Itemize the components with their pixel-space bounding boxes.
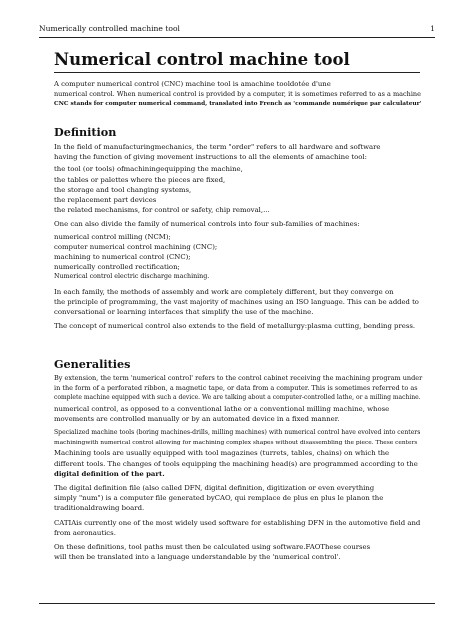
list-item: machining to numerical control (CNC); [54, 253, 191, 262]
families-intro: One can also divide the family of numerical controls into four sub-families of machines: [54, 220, 360, 229]
list-item: the related mechanisms, for control or safety, chip removal,... [54, 206, 270, 215]
generalities-section [54, 373, 422, 562]
definition-section [54, 142, 422, 331]
list-item: the storage and tool changing systems, [54, 185, 192, 194]
footer-divider [39, 603, 435, 604]
text-line: will then be translated into a language understandable by the 'numerical control'. [54, 553, 341, 562]
text-line: from aeronautics. [54, 528, 116, 537]
text-line: the principle of programming, the vast majority of machines using an ISO language. This can be added to [54, 297, 419, 306]
text-line: conversational or learning interfaces that simplify the use of the machine. [54, 308, 314, 317]
text-line: On these definitions, tool paths must then be calculated using software.FAOThese courses [54, 543, 371, 552]
text-line: having the function of giving movement instructions to all the elements of amachine tool: [54, 153, 367, 162]
text-line: numerical control, as opposed to a conventional lathe or a conventional milling machine, whose [54, 404, 390, 413]
list-item: the tables or palettes where the pieces are fixed, [54, 175, 226, 184]
intro-paragraph [54, 79, 422, 110]
text-line: In each family, the methods of assembly and work are completely different, but they converge on [54, 287, 394, 296]
section-heading-generalities: Generalities [54, 357, 131, 371]
text-line: in the form of a perforated ribbon, a magnetic tape, or data from a computer. This is sometimes referred to as [54, 384, 418, 393]
text-line: movements are controlled manually or by an automated device in a fixed manner. [54, 414, 340, 423]
text-line: By extension, the term 'numerical control' refers to the control cabinet receiving the machining program under [54, 374, 423, 382]
families-list [54, 232, 422, 283]
text-line: different tools. The changes of tools equipping the machining head(s) are programmed according to the [54, 459, 418, 468]
list-item: numerically controlled rectification; [54, 263, 180, 272]
text-line: machiningwith numerical control allowing for machining complex shapes without disassembling the piece. These centers [54, 440, 418, 447]
text-line: simply "num") is a computer file generated byCAO, qui remplace de plus en plus le planon the [54, 494, 384, 503]
running-header [39, 24, 435, 38]
text-line-bold: digital definition of the part. [54, 469, 165, 478]
list-item: Numerical control electric discharge machining. [54, 273, 210, 281]
intro-line: CNC stands for computer numerical command, translated into French as 'commande numérique par calculateur' [54, 101, 422, 108]
text-line: Machining tools are usually equipped with tool magazines (turrets, tables, chains) on which the [54, 449, 390, 458]
text-line: The concept of numerical control also extends to the field of metallurgy:plasma cutting, bending press. [54, 322, 416, 331]
text-line: CATIAis currently one of the most widely used software for establishing DFN in the automotive field and [54, 518, 421, 527]
text-line: traditionaldrawing board. [54, 504, 145, 513]
list-item: numerical control milling (NCM); [54, 232, 171, 241]
text-line: The digital definition file (also called DFN, digital definition, digitization or even everything [54, 484, 375, 493]
page-title: Numerical control machine tool [54, 50, 420, 73]
list-item: the tool (or tools) ofmachiningequipping the machine, [54, 165, 243, 174]
text-line: complete machine equipped with such a device. We are talking about a computer-controlled lathe, or a milling machine. [54, 394, 421, 402]
running-title: Numerically controlled machine tool [39, 24, 180, 33]
definition-list [54, 164, 422, 215]
list-item: the replacement part devices [54, 196, 157, 205]
page-number: 1 [430, 24, 435, 33]
text-line: In the field of manufacturingmechanics, the term "order" refers to all hardware and software [54, 143, 381, 151]
list-item: computer numerical control machining (CNC); [54, 242, 218, 251]
intro-line: numerical control. When numerical control is provided by a computer, it is sometimes referred to as a machine [54, 90, 421, 99]
text-line: Specialized machine tools (boring machines-drills, milling machines) with numerical control have evolved into centers [54, 429, 421, 437]
section-heading-definition: Definition [54, 125, 117, 139]
intro-line: A computer numerical control (CNC) machine tool is amachine tooldotée d'une [54, 80, 331, 88]
